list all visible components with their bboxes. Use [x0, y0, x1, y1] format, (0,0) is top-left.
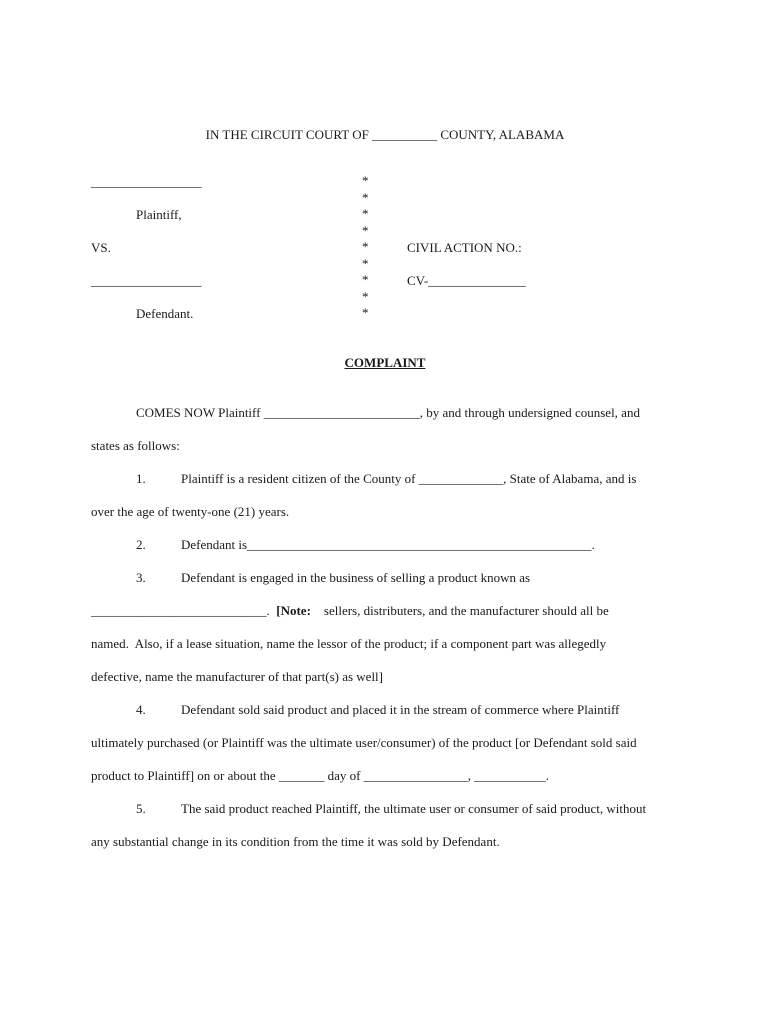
civil-action-number: CV-_______________ [407, 273, 526, 288]
star-mark: * [362, 173, 369, 188]
paragraph-number: 2. [136, 537, 146, 552]
paragraph-4-line-2: ultimately purchased (or Plaintiff was the ultimate user/consumer) of the product [or Defendant sold said [91, 735, 637, 750]
paragraph-3-line-1: Defendant is engaged in the business of selling a product known as [181, 570, 531, 585]
star-mark: * [362, 255, 369, 271]
paragraph-4-line-1: Defendant sold said product and placed it in the stream of commerce where Plaintiff [181, 702, 620, 717]
paragraph-number: 5. [136, 801, 146, 816]
paragraph-5-line-2: any substantial change in its condition from the time it was sold by Defendant. [91, 834, 500, 849]
paragraph-3-line-3: named. Also, if a lease situation, name the lessor of the product; if a component part was allegedly [91, 636, 607, 651]
paragraph-number: 1. [136, 471, 146, 486]
civil-action-label: CIVIL ACTION NO.: [407, 240, 522, 255]
caption-star-column [362, 173, 372, 322]
court-heading: IN THE CIRCUIT COURT OF __________ COUNTY, ALABAMA [205, 127, 565, 142]
note-label: [Note: [276, 603, 311, 618]
note-text: sellers, distributers, and the manufacturer should all be [323, 603, 609, 618]
star-mark: * [362, 222, 369, 238]
paragraph-1-line-1: Plaintiff is a resident citizen of the County of _____________, State of Alabama, and is [181, 471, 637, 486]
paragraph-2-line-1: Defendant is_____________________________________________________. [181, 537, 595, 552]
paragraph-3-line-2 [91, 603, 609, 619]
star-mark: * [362, 272, 369, 287]
intro-line-1: COMES NOW Plaintiff ________________________, by and through undersigned counsel, and [136, 405, 640, 420]
star-mark: * [362, 206, 369, 221]
paragraph-4-line-3: product to Plaintiff] on or about the _______ day of ________________, ___________. [91, 768, 549, 783]
star-mark: * [362, 189, 369, 205]
defendant-name-blank: _________________ [91, 273, 202, 288]
paragraph-5-line-1: The said product reached Plaintiff, the ultimate user or consumer of said product, without [181, 801, 647, 816]
document-title: COMPLAINT [344, 355, 426, 370]
versus-label: VS. [91, 240, 111, 255]
paragraph-number: 3. [136, 570, 146, 585]
paragraph-1-line-2: over the age of twenty-one (21) years. [91, 504, 290, 519]
defendant-label: Defendant. [136, 306, 194, 321]
plaintiff-name-blank: _________________ [91, 174, 202, 189]
paragraph-number: 4. [136, 702, 146, 717]
star-mark: * [362, 305, 369, 320]
star-mark: * [362, 239, 369, 254]
star-mark: * [362, 288, 369, 304]
intro-line-2: states as follows: [91, 438, 180, 453]
product-blank: ___________________________. [91, 603, 270, 618]
paragraph-3-line-4: defective, name the manufacturer of that part(s) as well] [91, 669, 383, 684]
plaintiff-label: Plaintiff, [136, 207, 182, 222]
